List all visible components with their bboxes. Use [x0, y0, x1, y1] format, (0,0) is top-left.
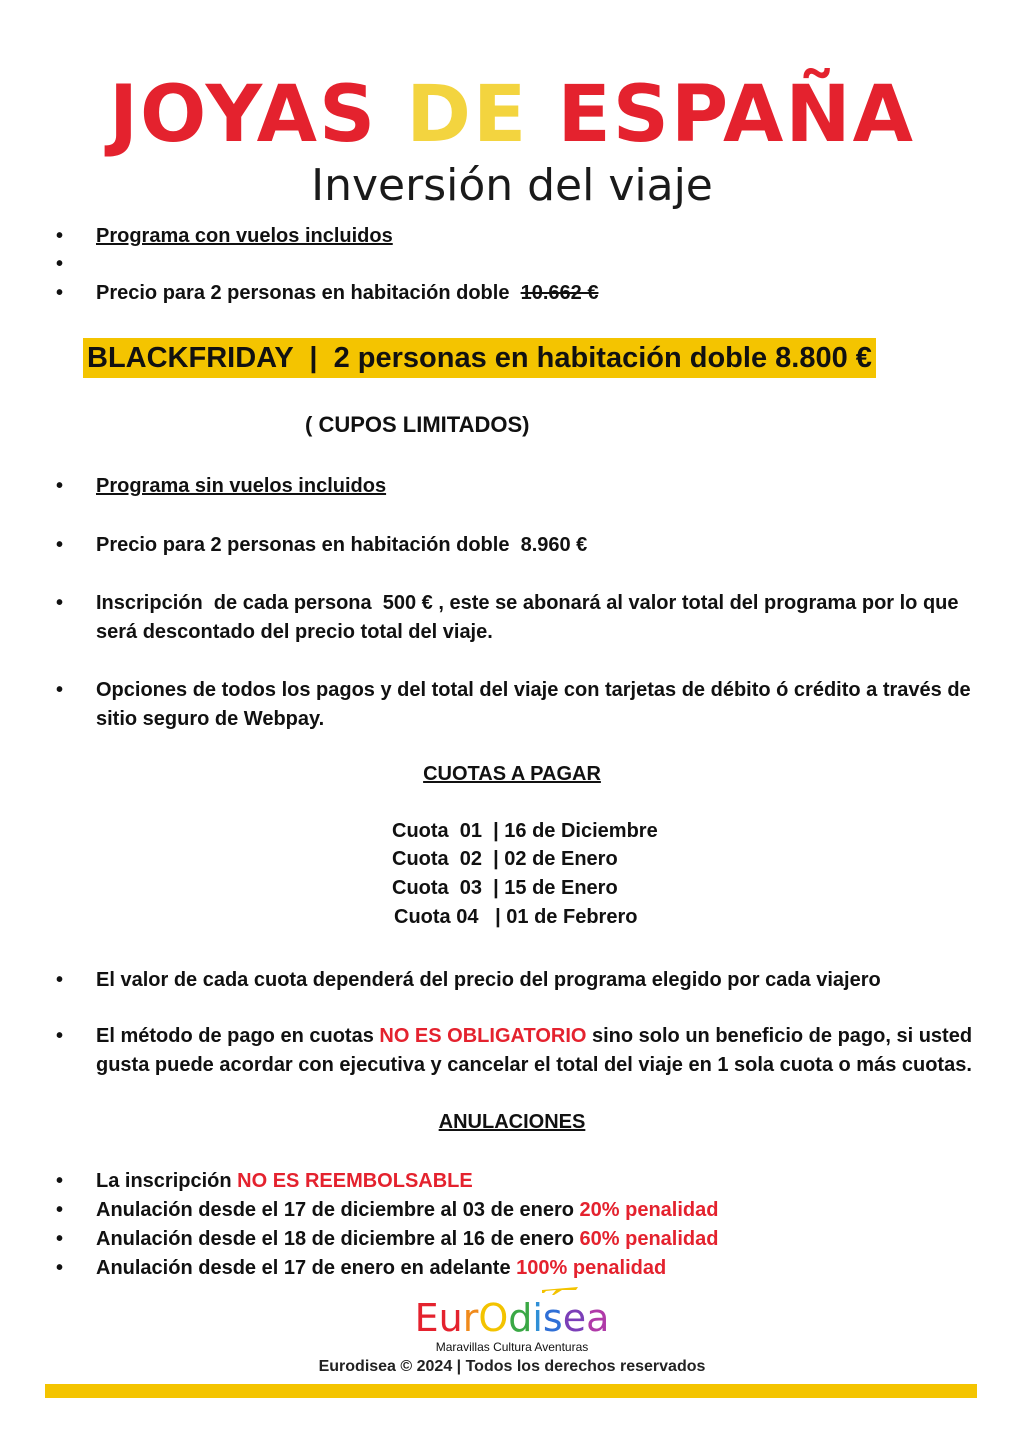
anulacion-highlight: 20% penalidad — [579, 1199, 719, 1221]
anulacion-text: La inscripción — [96, 1170, 238, 1192]
list-item-without-flights-price — [60, 531, 976, 560]
list-item-anulacion — [60, 1167, 976, 1196]
without-flights-price: • Precio para 2 personas en habitación doble 8.960 € — [96, 534, 588, 556]
eurodisea-logo — [0, 1296, 1024, 1340]
with-flights-heading: • Programa con vuelos incluidos — [96, 225, 393, 247]
logo-letter: e — [562, 1296, 587, 1340]
method-text-after: sino solo un beneficio de pago, si usted gusta puede acordar con ejecutiva y cancelar el total del viaje en 1 sola cuota o más cuotas. — [96, 1025, 973, 1076]
logo-letter: O — [478, 1296, 509, 1340]
logo-letter: s — [542, 1296, 563, 1340]
copyright-text: Eurodisea © 2024 | Todos los derechos reservados — [318, 1358, 706, 1375]
method-text-before: El método de pago en cuotas — [96, 1025, 380, 1047]
logo-letter: r — [462, 1296, 479, 1340]
anulacion-text: Anulación desde el 17 de enero en adelante — [96, 1257, 517, 1279]
method-highlight: NO ES OBLIGATORIO — [379, 1025, 587, 1047]
limited-spots: ( CUPOS LIMITADOS) — [305, 412, 530, 437]
cuota-item: Cuota 02 | 02 de Enero — [392, 848, 618, 870]
payment-options-text: • Opciones de todos los pagos y del total del viaje con tarjetas de débito ó crédito a través de sitio seguro de Webpay. — [96, 679, 971, 730]
logo-letter: a — [586, 1296, 610, 1340]
cuotas-heading: CUOTAS A PAGAR — [423, 763, 601, 785]
blackfriday-banner: BLACKFRIDAY | 2 personas en habitación doble 8.800 € — [83, 338, 876, 378]
anulaciones-heading: ANULACIONES — [438, 1111, 586, 1133]
anulacion-highlight: NO ES REEMBOLSABLE — [237, 1170, 473, 1192]
inscription-text: • Inscripción de cada persona 500 € , este se abonará al valor total del programa por lo que será descontado del precio total del viaje. — [96, 592, 965, 643]
logo-letter: d — [508, 1296, 533, 1340]
list-item-anulacion — [60, 1254, 976, 1283]
anulacion-highlight: 100% penalidad — [516, 1257, 667, 1279]
anulacion-text: Anulación desde el 17 de diciembre al 03 de enero — [96, 1199, 580, 1221]
list-item-anulacion — [60, 1225, 976, 1254]
cuota-item: Cuota 03 | 15 de Enero — [392, 877, 618, 899]
old-price: 10.662 € — [520, 282, 599, 304]
list-item-anulacion — [60, 1196, 976, 1225]
page-title — [0, 70, 1024, 160]
page-subtitle: Inversión del viaje — [311, 160, 713, 211]
anulacion-text: Anulación desde el 18 de diciembre al 16 de enero — [96, 1228, 580, 1250]
list-item-cuota-value — [60, 966, 976, 995]
title-word-espana: ESPAÑA — [557, 70, 915, 160]
list-item-empty — [60, 250, 976, 279]
cuota-value-text: • El valor de cada cuota dependerá del precio del programa elegido por cada viajero — [96, 969, 881, 991]
list-item-with-flights-price — [60, 279, 976, 308]
list-item-inscription — [60, 589, 976, 647]
logo-letter: u — [438, 1296, 463, 1340]
title-word-de: DE — [406, 70, 529, 160]
list-item-with-flights-heading — [60, 222, 976, 251]
airplane-icon — [540, 1282, 580, 1296]
title-word-joyas: JOYAS — [109, 70, 378, 160]
list-item-payment-options — [60, 676, 976, 734]
anulacion-highlight: 60% penalidad — [579, 1228, 719, 1250]
with-flights-price-label: Precio para 2 personas en habitación doble — [96, 282, 510, 304]
logo-letter: i — [532, 1296, 543, 1340]
cuota-item: Cuota 04 | 01 de Febrero — [394, 906, 638, 928]
without-flights-heading: • Programa sin vuelos incluidos — [96, 475, 387, 497]
footer-bar — [45, 1384, 977, 1398]
list-item-without-flights-heading — [60, 472, 976, 501]
cuota-item: Cuota 01 | 16 de Diciembre — [392, 820, 658, 842]
list-item-payment-method — [60, 1022, 976, 1080]
logo-tagline: Maravillas Cultura Aventuras — [435, 1340, 589, 1354]
logo-letter: E — [414, 1296, 439, 1340]
